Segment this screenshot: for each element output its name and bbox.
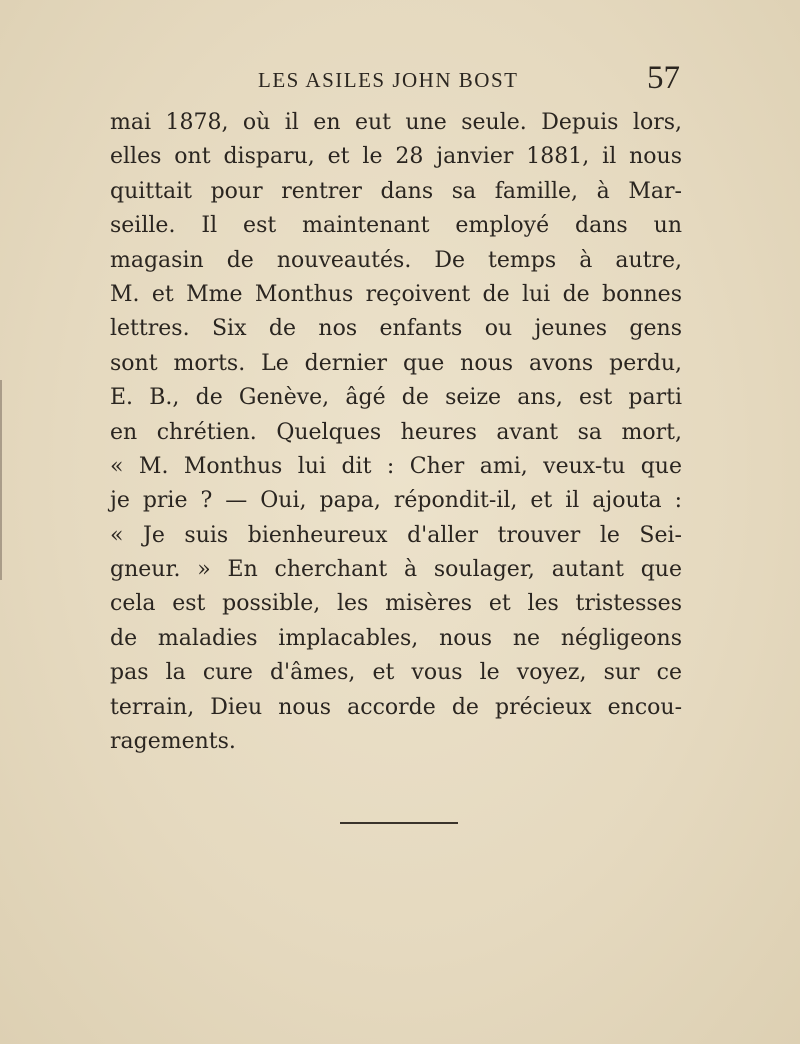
end-rule (340, 822, 458, 824)
text-line: je prie ? — Oui, papa, répondit-il, et il ajouta : (110, 488, 682, 514)
body-text (110, 106, 682, 759)
text-line: « M. Monthus lui dit : Cher ami, veux-tu que (110, 453, 682, 479)
text-line: en chrétien. Quelques heures avant sa mort, (110, 419, 682, 445)
text-line: sont morts. Le dernier que nous avons perdu, (110, 350, 682, 376)
text-line: cela est possible, les misères et les tristesses (110, 591, 682, 617)
text-line: de maladies implacables, nous ne négligeons (110, 625, 682, 651)
text-line: lettres. Six de nos enfants ou jeunes gens (110, 316, 682, 342)
text-line: quittait pour rentrer dans sa famille, à Mar- (110, 178, 682, 204)
running-title: LES ASILES JOHN BOST (258, 68, 519, 92)
page-number: 57 (647, 60, 680, 96)
text-line: magasin de nouveautés. De temps à autre, (110, 247, 682, 273)
text-line: gneur. » En cherchant à soulager, autant que (110, 557, 682, 583)
text-line: mai 1878, où il en eut une seule. Depuis lors, (110, 110, 682, 135)
running-head (110, 60, 680, 100)
text-line: E. B., de Genève, âgé de seize ans, est parti (110, 385, 682, 411)
text-line: « Je suis bienheureux d'aller trouver le Sei- (110, 522, 682, 548)
text-line: M. et Mme Monthus reçoivent de lui de bonnes (110, 281, 682, 307)
text-line: terrain, Dieu nous accorde de précieux encou- (110, 694, 682, 720)
text-line: pas la cure d'âmes, et vous le voyez, sur ce (110, 660, 682, 686)
binding-edge (0, 380, 12, 580)
text-line: elles ont disparu, et le 28 janvier 1881, il nous (110, 144, 682, 170)
text-line: ragements. (110, 729, 236, 755)
text-line: seille. Il est maintenant employé dans un (110, 213, 682, 239)
